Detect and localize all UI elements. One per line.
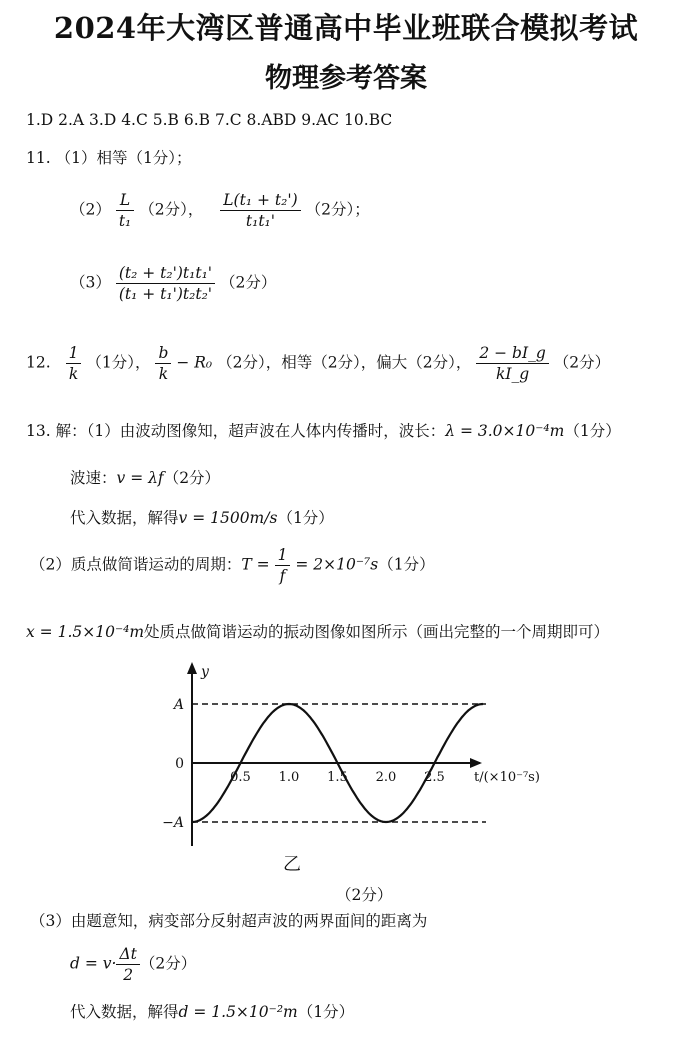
q12-score2: （2分），相等（2分），偏大（2分）， [217, 353, 472, 372]
q11-part3-fraction [116, 263, 215, 304]
q13-line8-score: （1分） [297, 1003, 355, 1021]
q11-part3 [70, 263, 276, 304]
q11-part2 [70, 190, 370, 231]
q13-line2 [70, 468, 220, 488]
fraction-denominator: f [275, 565, 291, 586]
distance-formula: d = v· [70, 954, 117, 973]
x-tick-label: 0.5 [230, 770, 251, 785]
wavelength-formula: λ = 3.0×10⁻⁴m [445, 422, 565, 440]
fraction-denominator: k [66, 363, 82, 384]
q12-fraction1 [66, 343, 82, 384]
speed-result: v = 1500m/s [178, 509, 278, 527]
x-axis-label: t/(×10⁻⁷s) [474, 770, 540, 785]
figure-caption: 乙 [283, 854, 301, 875]
q13-line1-score: （1分） [564, 422, 621, 440]
fraction-denominator: 2 [116, 964, 139, 985]
q12-minus-r0: − R₀ [171, 353, 213, 372]
q13-line4 [30, 545, 435, 586]
q13-line7 [70, 944, 196, 985]
distance-fraction [116, 944, 139, 985]
distance-result: d = 1.5×10⁻²m [178, 1003, 298, 1021]
q12-score1: （1分）， [86, 353, 151, 372]
q13-line3-text: 代入数据，解得 [70, 509, 179, 527]
q13-line2-score: （2分） [163, 469, 221, 487]
q11-part3-label: （3） [70, 273, 111, 292]
fraction-denominator: t₁t₁' [220, 210, 300, 231]
x-tick-label: 1.5 [327, 770, 348, 785]
fraction-numerator: (t₂ + t₂')t₁t₁' [118, 264, 213, 282]
q13-line3-score: （1分） [277, 509, 334, 527]
q13-line4-text: （2）质点做简谐运动的周期： [30, 555, 242, 574]
q11-part1: 11. （1）相等（1分）； [26, 149, 192, 167]
y-axis-label: y [201, 664, 209, 680]
q12-answer [26, 343, 610, 384]
q12-fraction3 [476, 343, 548, 384]
q12-label: 12. [26, 353, 51, 372]
page-title: 2024年大湾区普通高中毕业班联合模拟考试 [53, 11, 639, 45]
position-formula: x = 1.5×10⁻⁴m [26, 623, 145, 641]
fraction-numerator: b [158, 344, 169, 362]
q13-line7-score: （2分） [139, 954, 197, 973]
period-result: = 2×10⁻⁷s [290, 555, 379, 574]
y-tick-label: 0 [175, 756, 184, 772]
q13-line5-text: 处质点做简谐运动的振动图像如图所示（画出完整的一个周期即可） [144, 623, 610, 641]
q11-part2-fraction2 [220, 190, 300, 231]
x-axis-arrow [470, 758, 482, 768]
chart-score: （2分） [336, 886, 393, 904]
y-axis-arrow [187, 662, 197, 674]
y-tick-label: −A [162, 815, 184, 831]
x-tick-label: 1.0 [278, 770, 300, 785]
q13-line1-text: 13. 解：（1）由波动图像知，超声波在人体内传播时，波长： [26, 422, 446, 440]
fraction-denominator: k [155, 363, 171, 384]
q13-line5 [26, 622, 609, 642]
q13-line6: （3）由题意知，病变部分反射超声波的两界面间的距离为 [30, 912, 428, 930]
period-symbol: T = [241, 555, 275, 574]
fraction-numerator: 1 [68, 344, 79, 362]
q11-part2-fraction1 [116, 190, 134, 231]
wave-speed-formula: v = λf [116, 469, 164, 487]
q11-part3-score: （2分） [219, 273, 277, 292]
chart-marks [162, 664, 540, 831]
fraction-numerator: 2 − bI_g [479, 344, 546, 362]
period-fraction [275, 545, 291, 586]
fraction-numerator: 1 [277, 546, 288, 564]
q11-part2-label: （2） [70, 200, 111, 219]
q13-line3 [70, 508, 334, 528]
x-tick-label: 2.5 [424, 770, 445, 785]
fraction-denominator: kI_g [476, 363, 548, 384]
q12-score3: （2分） [553, 353, 611, 372]
q11-part2-score1: （2分）， [139, 200, 204, 219]
q13-line8-text: 代入数据，解得 [70, 1003, 179, 1021]
q13-line8 [70, 1002, 354, 1022]
page-subtitle: 物理参考答案 [265, 63, 427, 94]
vibration-graph [150, 656, 550, 866]
multiple-choice-answers: 1.D 2.A 3.D 4.C 5.B 6.B 7.C 8.ABD 9.AC 10.BC [26, 111, 393, 129]
fraction-numerator: L [119, 191, 131, 209]
chart-axes [187, 662, 486, 846]
fraction-numerator: Δt [119, 945, 137, 963]
q13-line4-score: （1分） [378, 555, 435, 574]
q13-line2-text: 波速： [70, 469, 117, 487]
q11-part2-score2: （2分）； [305, 200, 370, 219]
fraction-denominator: t₁ [116, 210, 134, 231]
fraction-numerator: L(t₁ + t₂') [223, 191, 298, 209]
q12-fraction2 [155, 343, 171, 384]
x-tick-label: 2.0 [375, 770, 397, 785]
q13-line1 [26, 421, 621, 441]
fraction-denominator: (t₁ + t₁')t₂t₂' [116, 283, 215, 304]
y-tick-label: A [173, 697, 184, 713]
